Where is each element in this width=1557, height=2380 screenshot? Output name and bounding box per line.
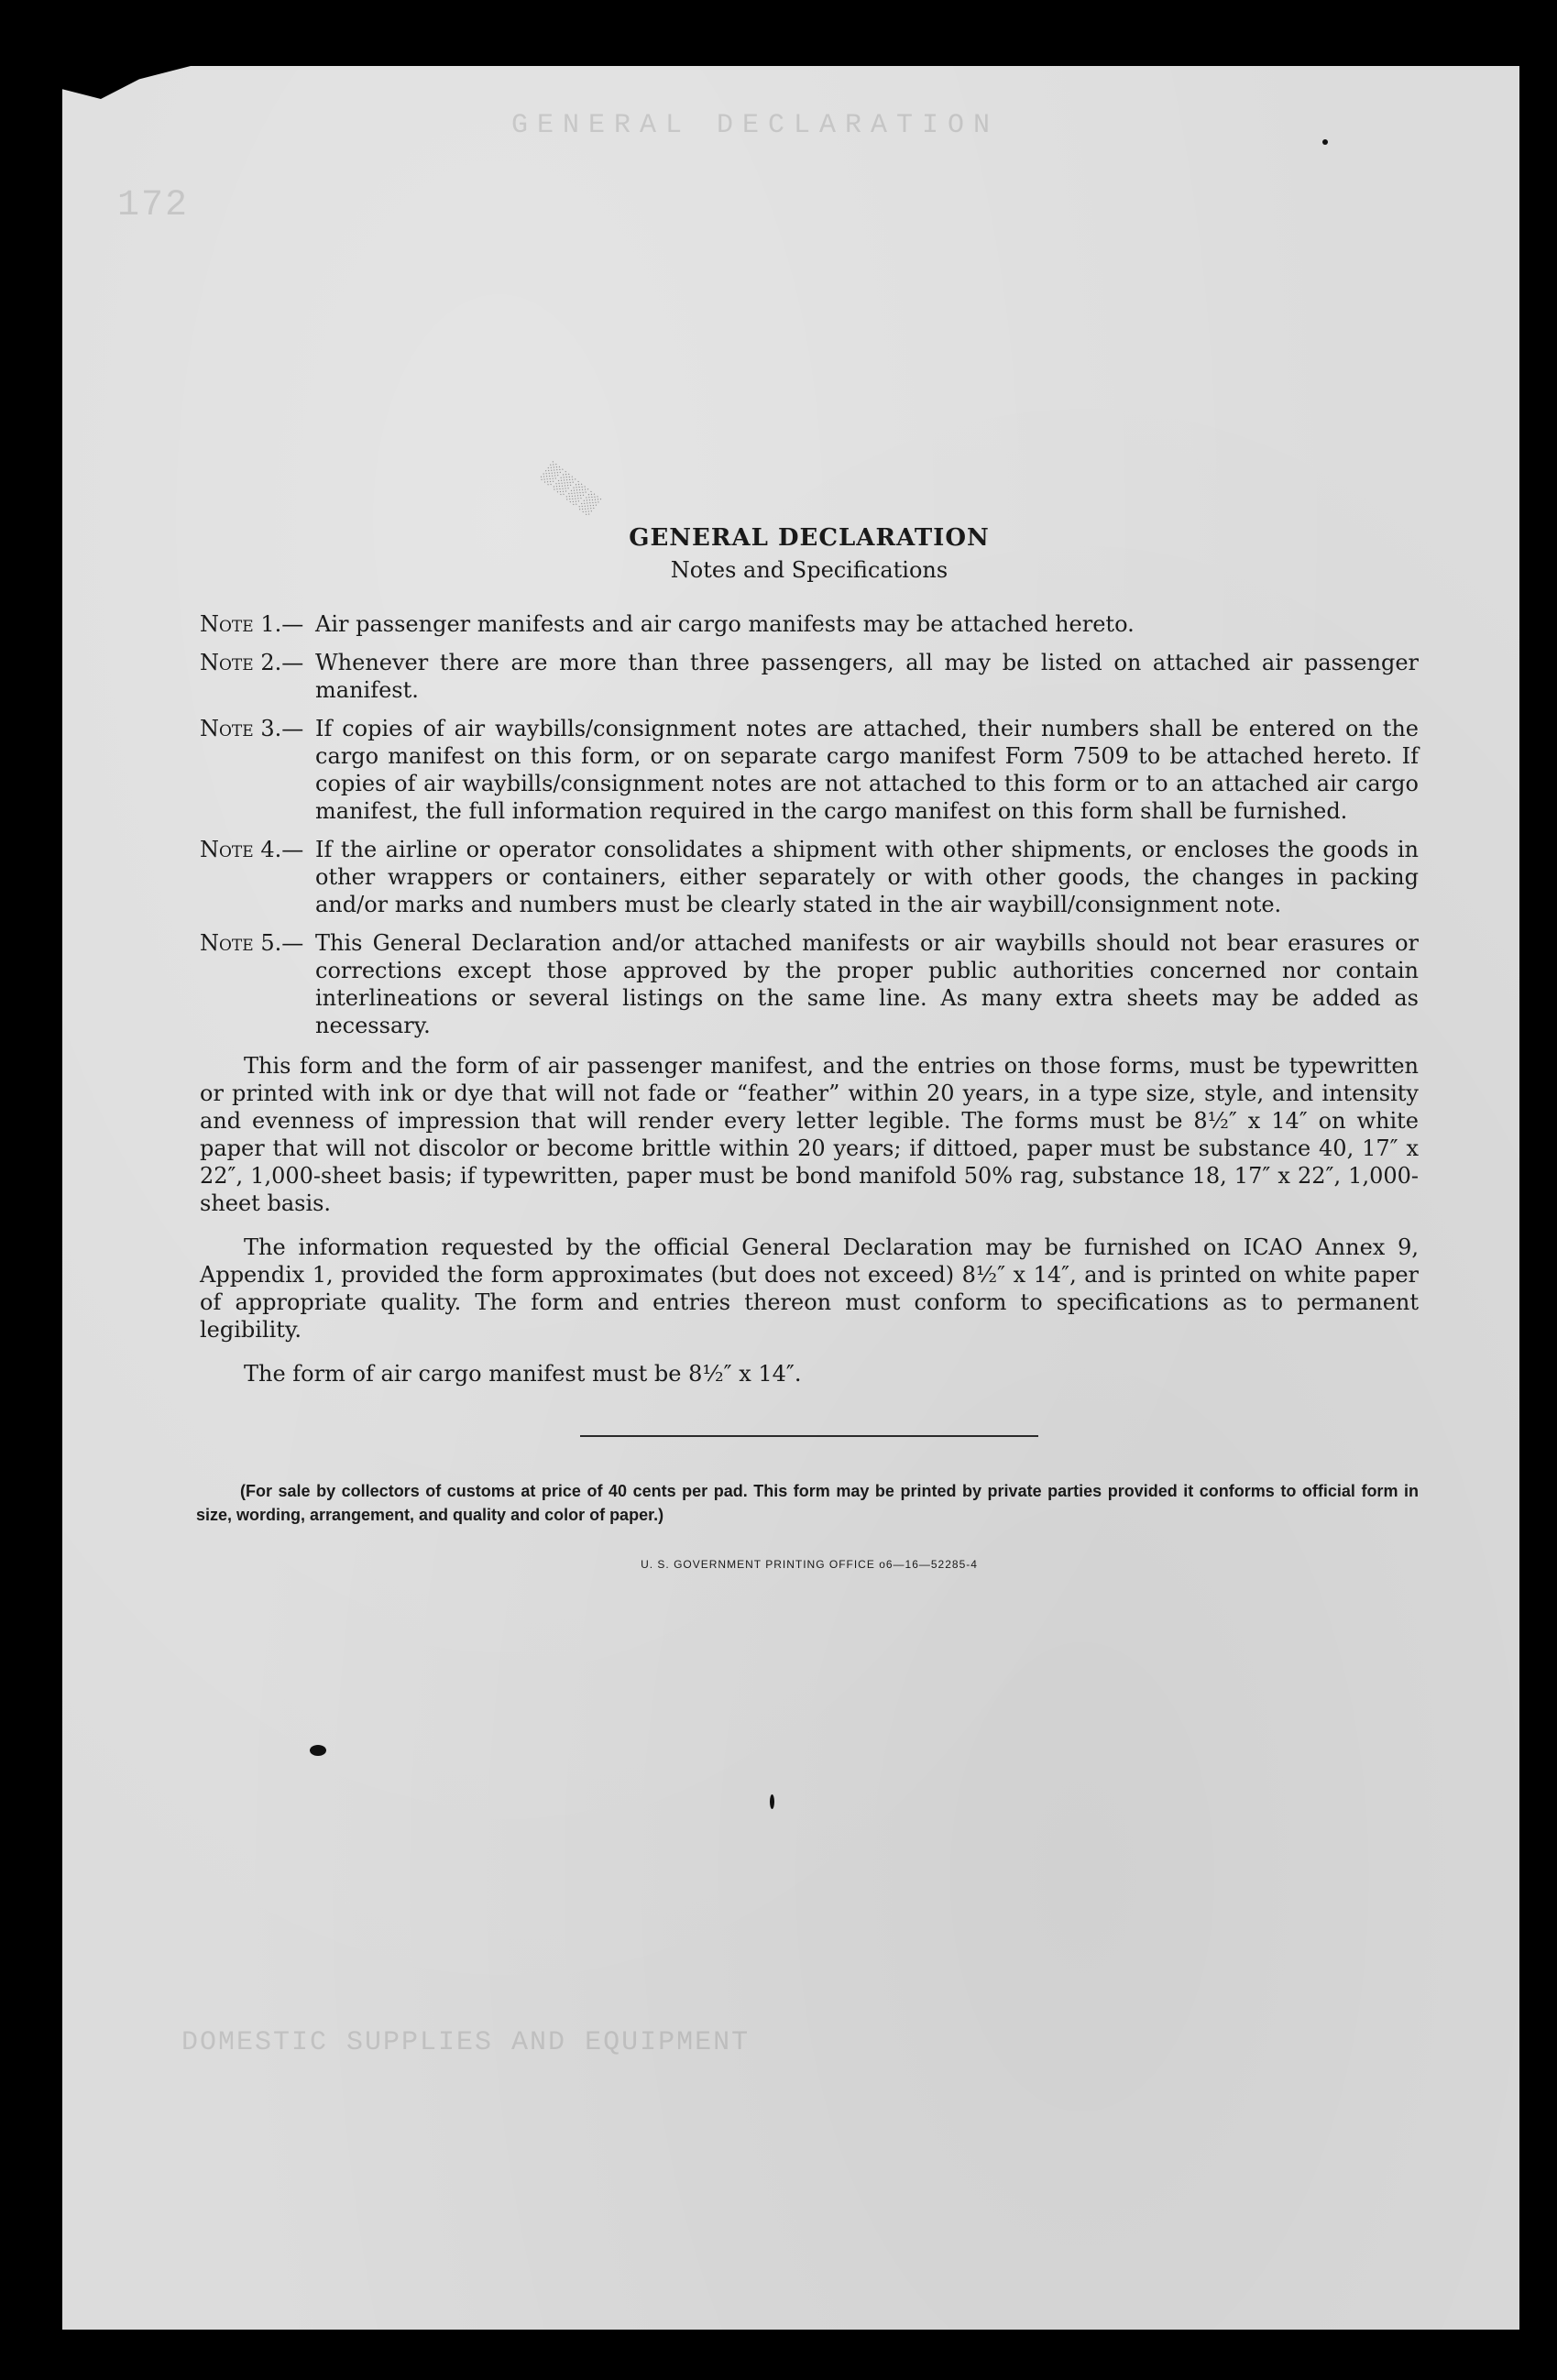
bleed-through-stamp: DOMESTIC SUPPLIES AND EQUIPMENT: [181, 2027, 751, 2058]
note-label: Note 3.—: [200, 716, 304, 741]
ink-speck: [770, 1794, 774, 1809]
note-item: [200, 610, 1419, 638]
note-text: Whenever there are more than three passengers, all may be listed on attached air passenger manifest.: [315, 650, 1419, 703]
printer-imprint: U. S. GOVERNMENT PRINTING OFFICE o6—16—52285-4: [641, 1558, 978, 1571]
note-label: Note 4.—: [200, 837, 304, 862]
note-label: Note 5.—: [200, 930, 304, 956]
note-text: Air passenger manifests and air cargo manifests may be attached hereto.: [315, 611, 1135, 637]
icao-paragraph: The information requested by the official General Declaration may be furnished on ICAO Annex 9, Appendix 1, provided the form approximates (but does not exceed) 8½″ x 14″, and is printed on white paper of appropriate quality. The form and entries thereon must conform to specifications as to permanent legibility.: [200, 1234, 1419, 1343]
divider-line: [580, 1435, 1038, 1437]
bleed-through-header: GENERAL DECLARATION: [511, 110, 1000, 141]
note-text: If the airline or operator consolidates a shipment with other shipments, or encloses the goods in other wrappers or containers, either separately or with other goods, the changes in packing and/or marks and numbers must be clearly stated in the air waybill/consignment note.: [315, 837, 1419, 917]
paper-specification-paragraph: This form and the form of air passenger manifest, and the entries on those forms, must be typewritten or printed with ink or dye that will not fade or “feather” within 20 years, in a type size, style, and intensity and evenness of impression that will render every letter legible. The forms must be 8½″ x 14″ on white paper that will not discolor or become brittle within 20 years; if dittoed, paper must be substance 40, 17″ x 22″, 1,000-sheet basis; if typewritten, paper must be bond manifold 50% rag, substance 18, 17″ x 22″, 1,000-sheet basis.: [200, 1053, 1419, 1216]
sale-notice: (For sale by collectors of customs at price of 40 cents per pad. This form may be printed by private parties provided it conforms to official form in size, wording, arrangement, and quality and color of paper.): [196, 1482, 1419, 1524]
ink-speck: [1322, 139, 1328, 145]
ink-speck: [310, 1745, 326, 1756]
note-item: [200, 649, 1419, 704]
document-title: GENERAL DECLARATION: [629, 524, 990, 552]
faint-stamp-mark: ░░░░: [539, 459, 604, 518]
note-item: [200, 715, 1419, 825]
note-item: [200, 836, 1419, 918]
bleed-through-page-number: 172: [117, 185, 190, 226]
note-item: [200, 929, 1419, 1039]
note-label: Note 1.—: [200, 611, 304, 637]
document-subtitle: Notes and Specifications: [670, 557, 948, 583]
note-text: This General Declaration and/or attached manifests or air waybills should not bear erasures or corrections except those approved by the proper public authorities concerned nor contain interlineations or several listings on the same line. As many extra sheets may be added as necessary.: [315, 930, 1419, 1038]
torn-corner: [62, 66, 191, 99]
note-text: If copies of air waybills/consignment notes are attached, their numbers shall be entered on the cargo manifest on this form, or on separate cargo manifest Form 7509 to be attached hereto. If copies of air waybills/consignment notes are not attached to this form or to an attached air cargo manifest, the full information required in the cargo manifest on this form shall be furnished.: [315, 716, 1419, 824]
notes-section: [196, 524, 1419, 1571]
document-page: [62, 66, 1519, 2330]
note-label: Note 2.—: [200, 650, 304, 675]
cargo-manifest-size-paragraph: The form of air cargo manifest must be 8½″ x 14″.: [244, 1361, 802, 1387]
